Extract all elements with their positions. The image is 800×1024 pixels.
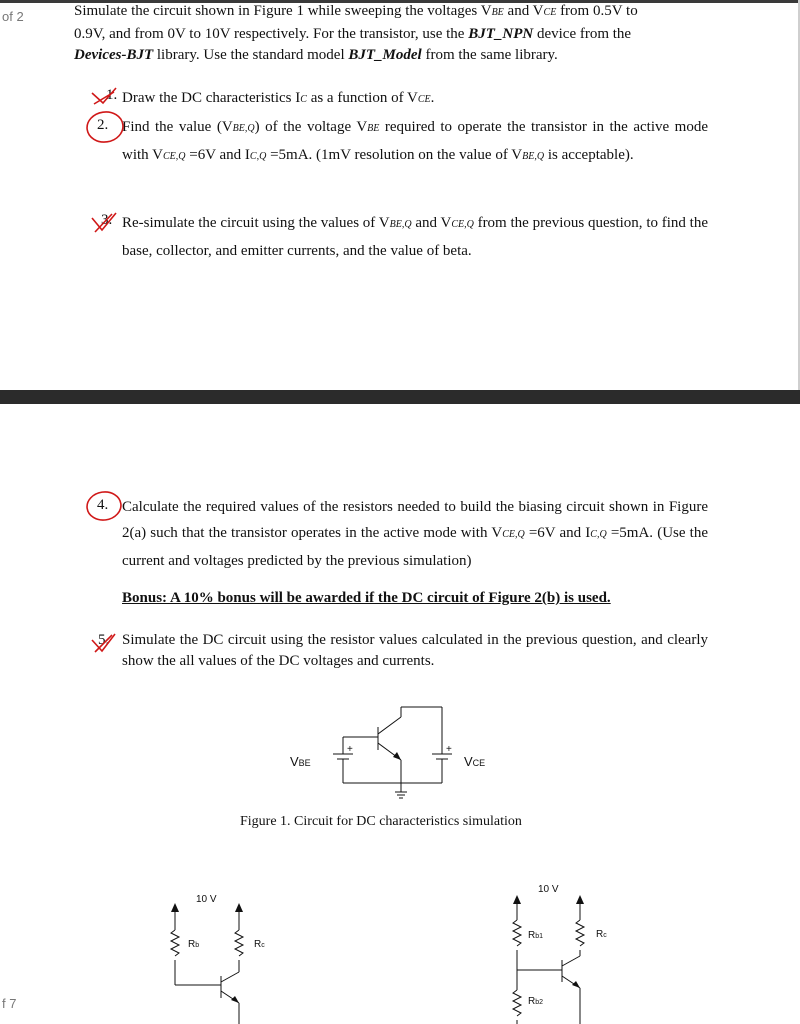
question-4-text: Calculate the required values of the resistors needed to build the biasing circuit shown in Figure 2(a) such that the transistor operates in the active mode with VCE,Q =6V and IC,Q =5mA. (Use the current and voltages predicted by the previous simulation) (122, 499, 708, 569)
fig1-vbe-label: VBE (290, 754, 311, 769)
fig2b-rb1-label: Rb1 (528, 930, 544, 941)
question-3-text: Re-simulate the circuit using the values of VBE,Q and VCE,Q from the previous question, to find the base, collector, and emitter currents, and the value of beta. (122, 215, 708, 259)
intro-line-1: Simulate the circuit shown in Figure 1 while sweeping the voltages VBE and VCE from 0.5V to (74, 3, 638, 19)
figure-2a-circuit (171, 912, 243, 1024)
fig1-vce-plus: + (446, 744, 452, 755)
fig2a-emitter-arrow (231, 996, 239, 1003)
fig2b-rb2-label: Rb2 (528, 996, 544, 1007)
fig2b-rc-label: Rc (596, 929, 607, 940)
checkmark-q1 (92, 88, 116, 103)
intro-line-3: Devices-BJT library. Use the standard model BJT_Model from the same library. (74, 47, 558, 63)
fig2b-emitter-arrow (572, 981, 580, 988)
fig1-vce-label: VCE (464, 754, 486, 769)
circle-q2 (85, 110, 125, 145)
page-count-top: of 2 (2, 9, 24, 24)
emitter-arrow-fig1 (393, 752, 401, 760)
intro-line-2: 0.9V, and from 0V to 10V respectively. For the transistor, use the BJT_NPN device from the (74, 26, 632, 42)
page-count-bottom: f 7 (2, 996, 17, 1011)
fig2b-supply-label: 10 V (538, 884, 559, 895)
fig2b-supply-arrow-right (576, 895, 584, 904)
question-2-number: 2. (97, 117, 109, 133)
question-3-number: 3. (101, 212, 113, 228)
fig2a-rb-label: Rb (188, 939, 200, 950)
figure-2b-circuit (513, 904, 584, 1024)
question-1-number: 1. (106, 87, 118, 103)
question-1-text: Draw the DC characteristics IC as a function of VCE. (122, 90, 435, 106)
fig2a-supply-arrow-left (171, 903, 179, 912)
fig2a-supply-label: 10 V (196, 894, 217, 905)
circle-q4 (85, 490, 123, 522)
question-5-number: 5. (98, 632, 110, 648)
figure-1-caption: Figure 1. Circuit for DC characteristics simulation (240, 814, 522, 829)
fig2b-supply-arrow-left (513, 895, 521, 904)
handwritten-marks (85, 88, 125, 652)
bonus-note: Bonus: A 10% bonus will be awarded if the DC circuit of Figure 2(b) is used. (122, 590, 611, 606)
question-2-text: Find the value (VBE,Q) of the voltage VBE required to operate the transistor in the active mode with VCE,Q =6V and IC,Q =5mA. (1mV resolution on the value of VBE,Q is acceptable). (122, 119, 708, 163)
fig2a-rc-label: Rc (254, 939, 265, 950)
fig2a-supply-arrow-right (235, 903, 243, 912)
question-4-number: 4. (97, 497, 109, 513)
question-5-text: Simulate the DC circuit using the resistor values calculated in the previous question, and clearly show the all values of the DC voltages and currents. (122, 632, 708, 669)
fig1-vbe-plus: + (347, 744, 353, 755)
